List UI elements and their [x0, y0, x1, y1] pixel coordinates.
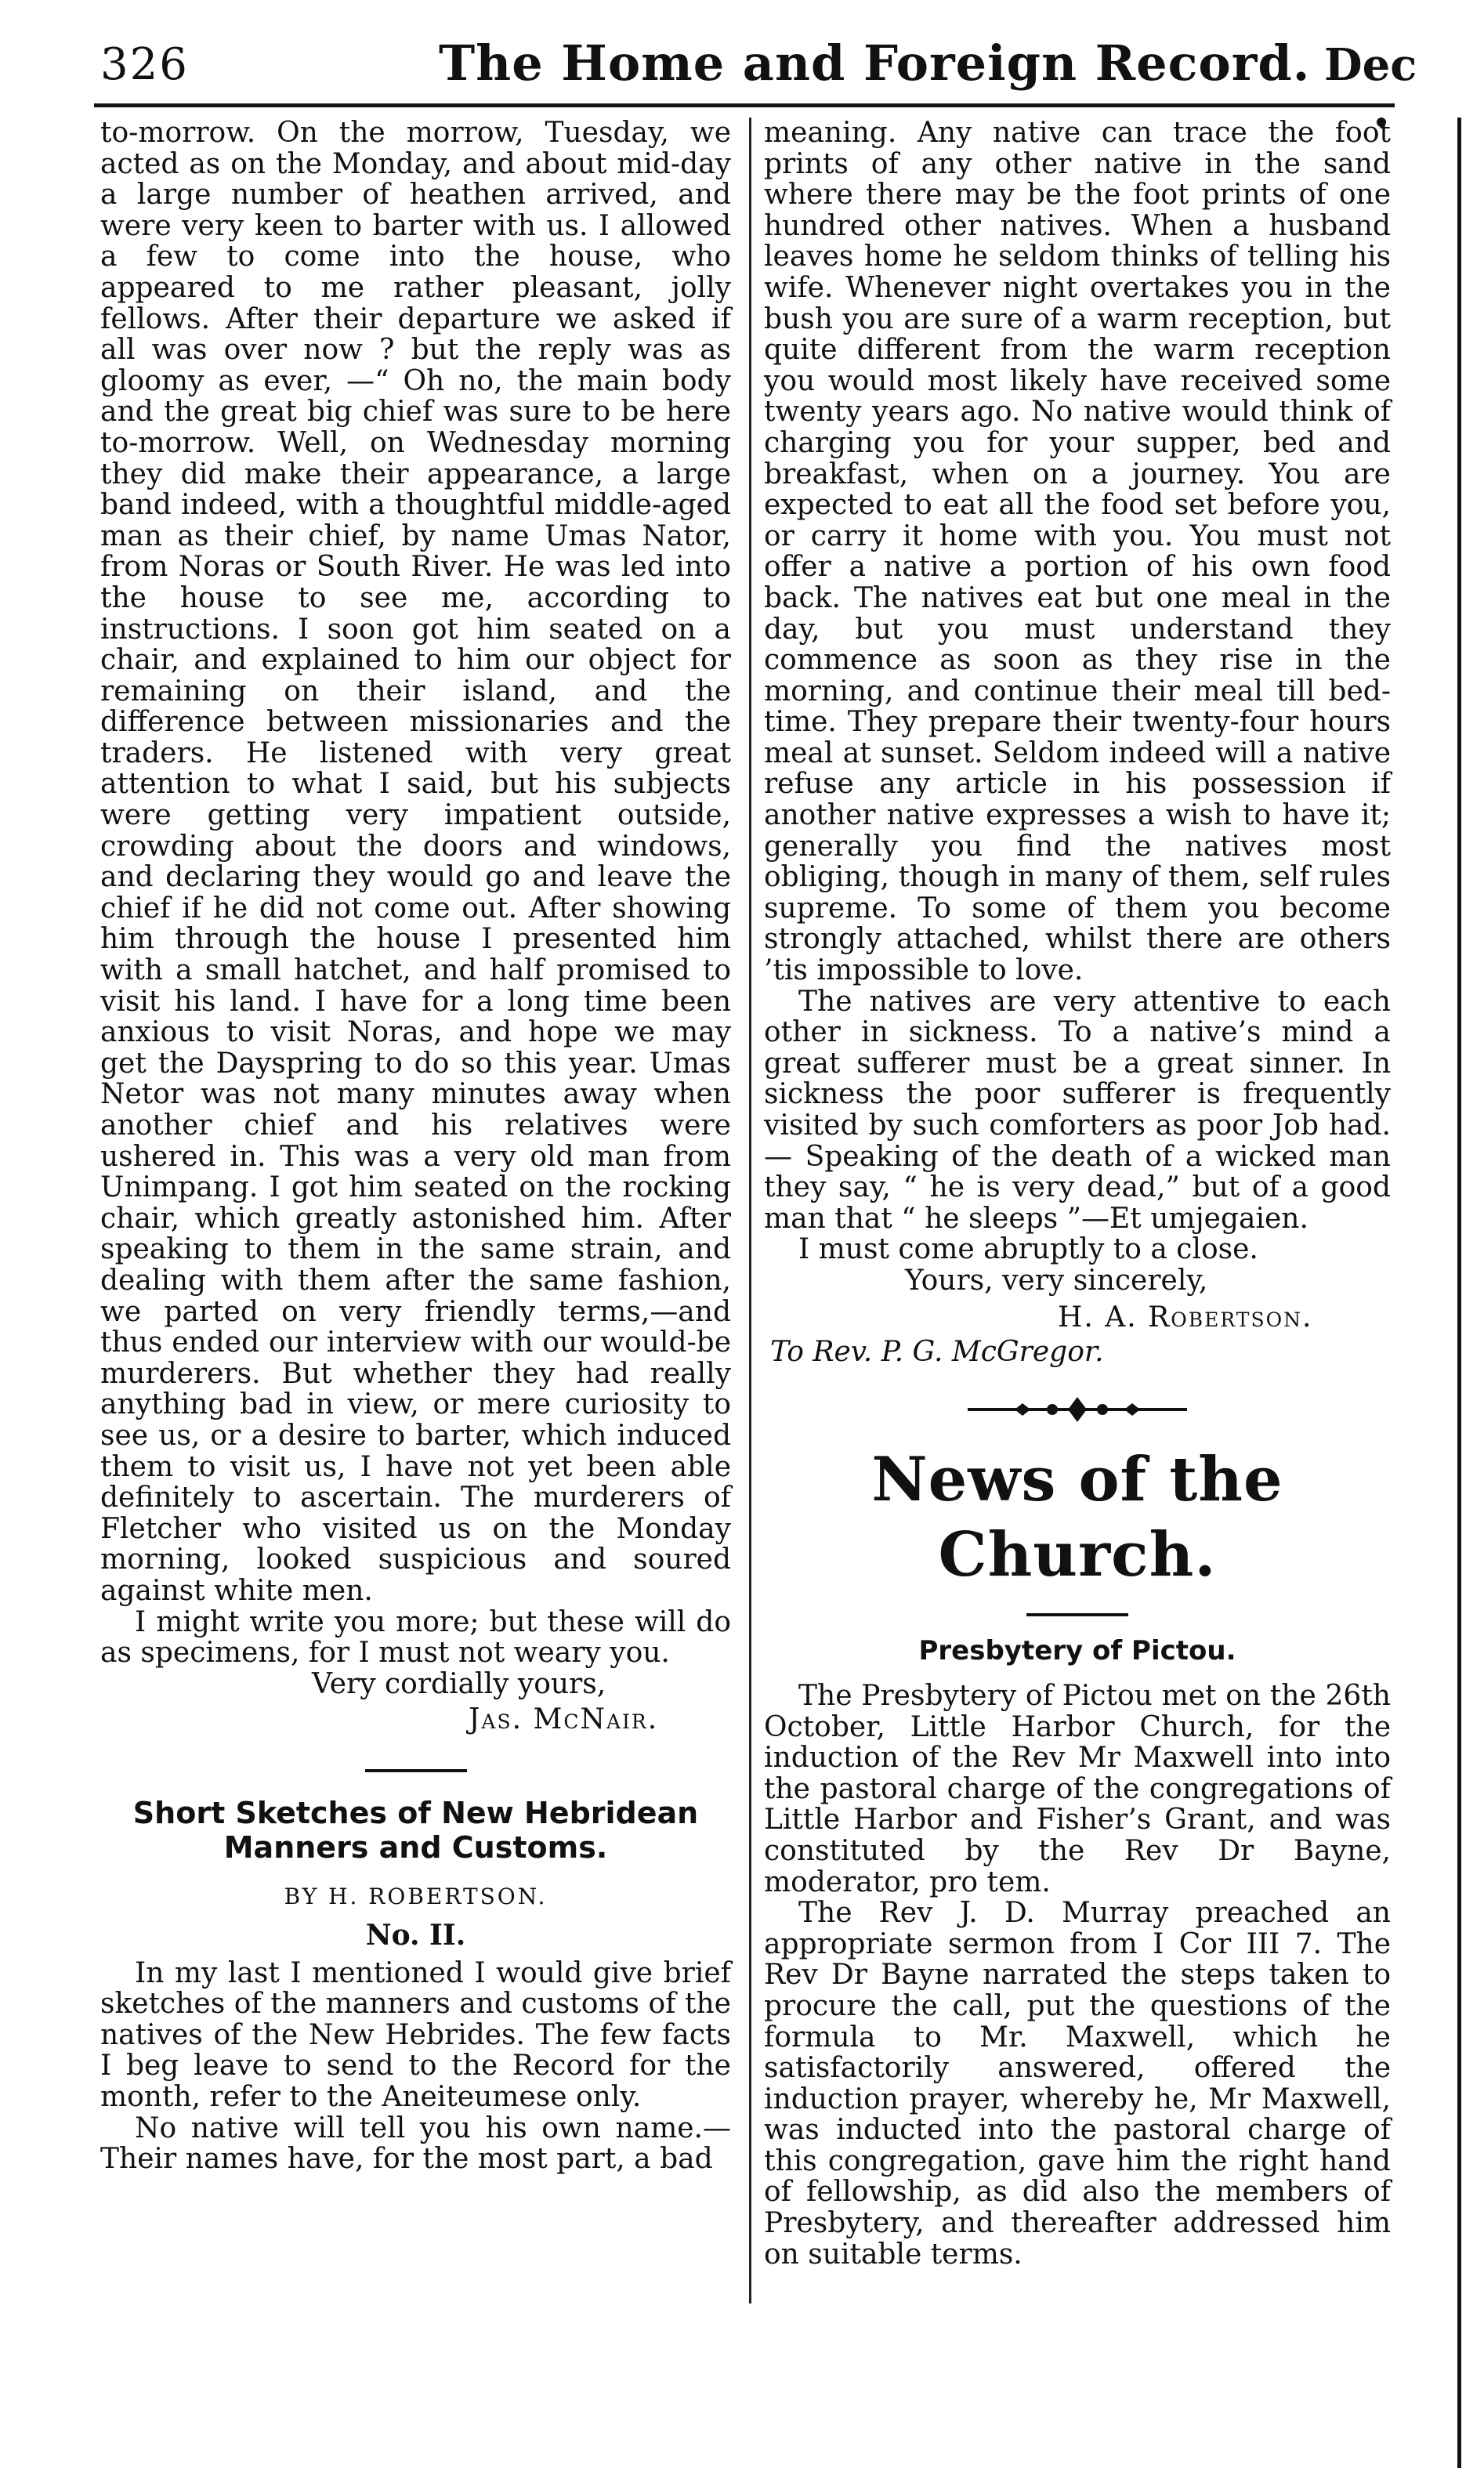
article-number: No. II. — [365, 1918, 466, 1952]
article-paragraph: meaning. Any native can trace the foot prints of any other native in the sand where there may be the foot prints of one hundred other natives. When a husband leaves home he seldom thinks of telling his wife. Whenever night overtakes you in the bush you are sure of a warm reception, but quite different from the warm reception you would most likely have received some twenty years ago. No native would think of charging you for your supper, bed and breakfast, when on a journey. You are expected to eat all the food set before you, or carry it home with you. You must not offer a native a portion of his own food back. The natives eat but one meal in the day, but you must understand they commence as soon as they rise in the morning, and continue their meal till bed-time. They prepare their twenty-four hours meal at sunset. Seldom indeed will a native refuse any article in his possession if another native expresses a wish to have it; generally you find the natives most obliging, though in many of them, self rules supreme. To some of them you become strongly attached, whilst there are others ’tis impossible to love. — [764, 117, 1391, 987]
section-rule — [1026, 1613, 1128, 1616]
report-paragraph: The Presbytery of Pictou met on the 26th October, Little Harbor Church, for the induction of the Rev Mr Maxwell into into the pastoral charge of the congregations of Little Harbor and Fisher’s Grant, and was constituted by the Rev Dr Bayne, moderator, pro tem. — [764, 1679, 1391, 1898]
column-divider — [749, 118, 751, 2303]
header-month: Dec — [1324, 39, 1417, 91]
letter-paragraph: I might write you more; but these will do as specimens, for I must not weary you. — [100, 1605, 731, 1670]
article-paragraph: The natives are very attentive to each other in sickness. To a native’s mind a great sufferer must be a great sinner. In sickness the poor sufferer is frequently visited by such comforters as poor Job had.— Speaking of the death of a wicked man they say, “ he is very dead,” but of a good man that “ he sleeps ”—Et umjegaien. — [764, 985, 1391, 1235]
article-signature: H. A. Robertson. — [1058, 1301, 1313, 1334]
subsection-heading: Presbytery of Pictou. — [918, 1634, 1236, 1666]
letter-paragraph: to-morrow. On the morrow, Tuesday, we acted as on the Monday, and about mid-day a large number of heathen arrived, and were very keen to barter with us. I allowed a few to come into the house, who appeared to me rather pleasant, jolly fellows. After their departure we asked if all was over now ? but the reply was as gloomy as ever, —“ Oh no, the main body and the great big chief was sure to be here to-morrow. Well, on Wednesday morning they did make their appearance, a large band indeed, with a thoughtful middle-aged man as their chief, by name Umas Nator, from Noras or South River. He was led into the house to see me, according to instructions. I soon got him seated on a chair, and explained to him our object for remaining on their island, and the difference between missionaries and the traders. He listened with very great attention to what I said, but his subjects were getting very impatient outside, crowding about the doors and windows, and declaring they would go and leave the chief if he did not come out. After showing him through the house I presented him with a small hatchet, and half promised to visit his land. I have for a long time been anxious to visit Noras, and hope we may get the Dayspring to do so this year. Umas Netor was not many minutes away when another chief and his relatives were ushered in. This was a very old man from Unimpang. I got him seated on the rocking chair, which greatly astonished him. After speaking to them in the same strain, and dealing with them after the same fashion, we parted on very friendly terms,—and thus ended our interview with our would-be murderers. But whether they had really anything bad in view, or mere curiosity to see us, or a desire to barter, which induced them to visit us, I have not yet been able definitely to ascertain. The murderers of Fletcher who visited us on the Monday morning, looked suspicious and soured against white men. — [100, 117, 731, 1607]
letter-closing: Very cordially yours, — [312, 1667, 606, 1700]
page-number: 326 — [100, 39, 189, 90]
section-heading: News of the Church. — [871, 1443, 1283, 1590]
article-paragraph: I must come abruptly to a close. — [798, 1233, 1258, 1266]
page-edge-line — [1457, 118, 1461, 2468]
ornament-divider — [764, 1395, 1391, 1427]
left-column — [100, 118, 731, 2175]
right-column — [764, 118, 1391, 2270]
journal-title: The Home and Foreign Record. — [439, 34, 1311, 92]
article-title: Short Sketches of New Hebridean Manners and Customs. — [132, 1795, 699, 1865]
ornament-icon — [968, 1395, 1187, 1424]
article-byline: BY H. ROBERTSON. — [284, 1883, 548, 1909]
section-rule — [365, 1769, 467, 1772]
header-rule — [94, 103, 1395, 107]
article-paragraph: In my last I mentioned I would give brief sketches of the manners and customs of the natives of the New Hebrides. The few facts I beg leave to send to the Record for the month, refer to the Aneiteumese only. — [100, 1956, 731, 2114]
article-closing: Yours, very sincerely, — [905, 1264, 1208, 1297]
letter-signature: Jas. McNair. — [469, 1703, 659, 1735]
article-paragraph: No native will tell you his own name.— Their names have, for the most part, a bad — [100, 2112, 731, 2176]
article-addressee: To Rev. P. G. McGregor. — [770, 1335, 1104, 1368]
report-paragraph: The Rev J. D. Murray preached an appropriate sermon from I Cor III 7. The Rev Dr Bayne narrated the steps taken to procure the call, put the questions of the formula to Mr. Maxwell, which he satisfactorily answered, offered the induction prayer, whereby he, Mr Maxwell, was inducted into the pastoral charge of this congregation, gave him the right hand of fellowship, as did also the members of Presbytery, and thereafter addressed him on suitable terms. — [764, 1897, 1391, 2271]
